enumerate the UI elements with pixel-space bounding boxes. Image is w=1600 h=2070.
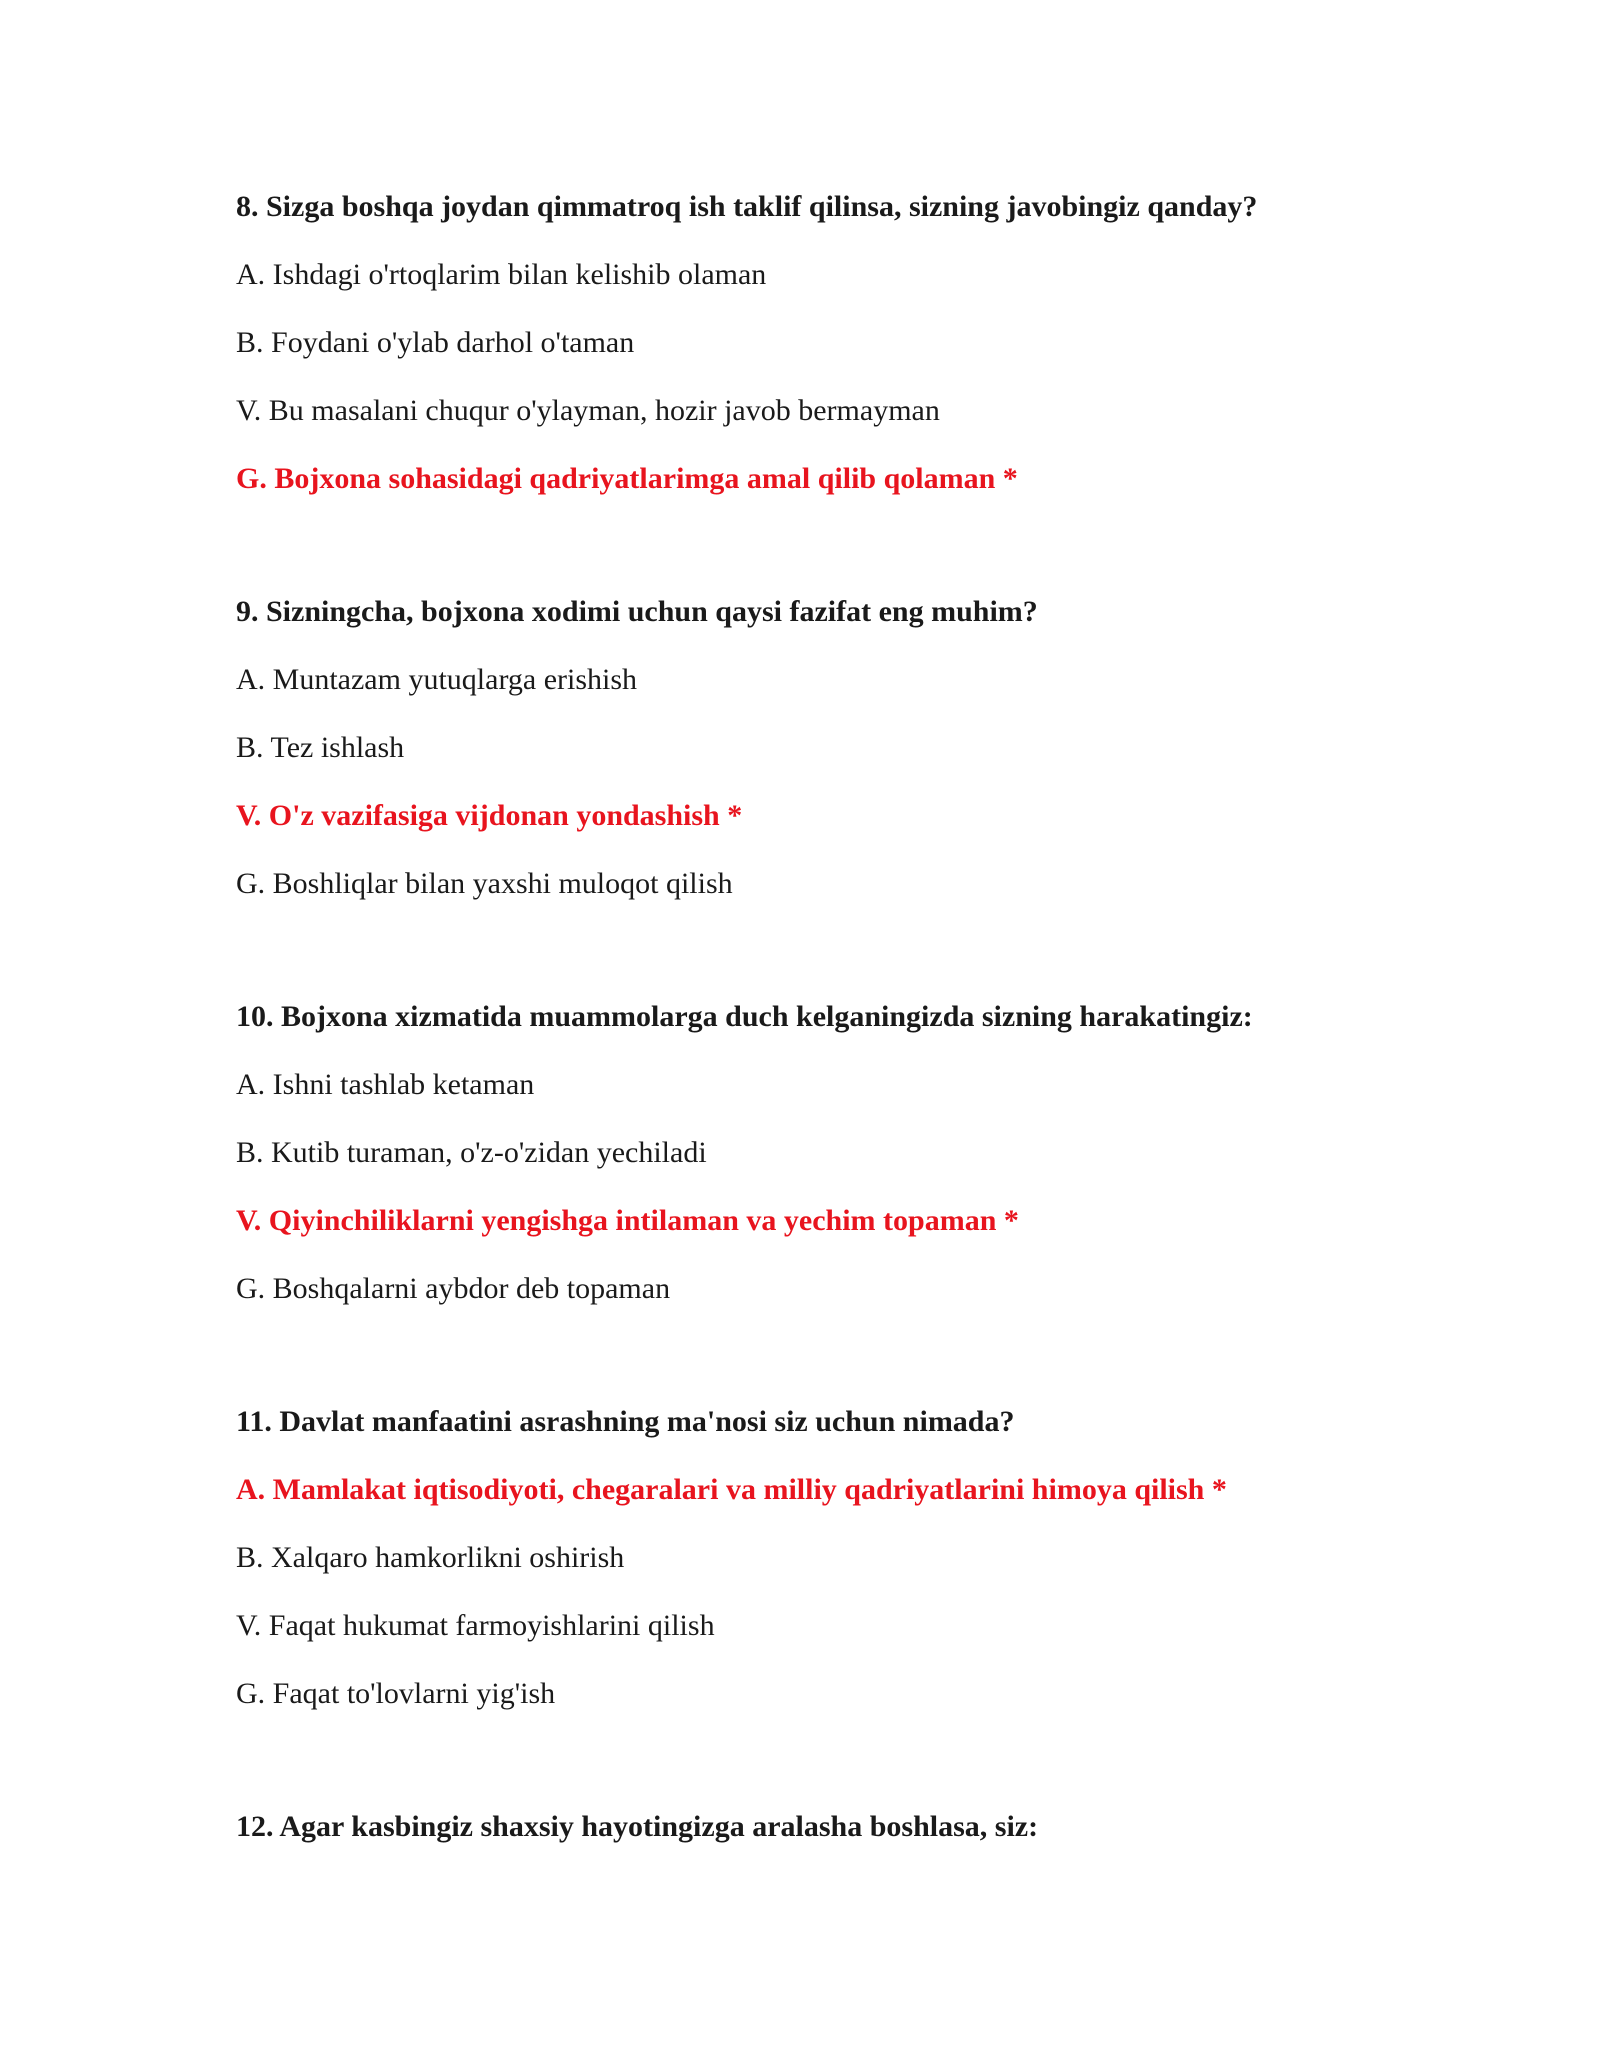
option-b: B. Kutib turaman, o'z-o'zidan yechiladi [236, 1136, 707, 1169]
option-a: A. Ishdagi o'rtoqlarim bilan kelishib olaman [236, 258, 767, 291]
option-a: A. Ishni tashlab ketaman [236, 1068, 535, 1101]
question-11 [236, 1404, 1436, 1744]
option-g: G. Boshliqlar bilan yaxshi muloqot qilish [236, 867, 733, 900]
option-v: V. Faqat hukumat farmoyishlarini qilish [236, 1609, 715, 1642]
question-10 [236, 999, 1436, 1339]
question-8 [236, 189, 1436, 529]
question-12 [236, 1809, 1436, 1877]
question-title: 9. Sizningcha, bojxona xodimi uchun qaysi fazifat eng muhim? [236, 595, 1038, 628]
option-v-correct-answer: V. Qiyinchiliklarni yengishga intilaman va yechim topaman * [236, 1204, 1019, 1237]
option-b: B. Tez ishlash [236, 731, 405, 764]
option-v-correct-answer: V. O'z vazifasiga vijdonan yondashish * [236, 799, 743, 832]
option-a: A. Muntazam yutuqlarga erishish [236, 663, 638, 696]
option-a-correct-answer: A. Mamlakat iqtisodiyoti, chegaralari va milliy qadriyatlarini himoya qilish * [236, 1473, 1227, 1506]
option-b: B. Xalqaro hamkorlikni oshirish [236, 1541, 625, 1574]
question-title: 12. Agar kasbingiz shaxsiy hayotingizga aralasha boshlasa, siz: [236, 1810, 1039, 1843]
option-v: V. Bu masalani chuqur o'ylayman, hozir javob bermayman [236, 394, 940, 427]
option-g: G. Faqat to'lovlarni yig'ish [236, 1677, 556, 1710]
question-title: 11. Davlat manfaatini asrashning ma'nosi siz uchun nimada? [236, 1405, 1015, 1438]
option-g-correct-answer: G. Bojxona sohasidagi qadriyatlarimga amal qilib qolaman * [236, 462, 1018, 495]
question-9 [236, 594, 1436, 934]
question-title: 10. Bojxona xizmatida muammolarga duch kelganingizda sizning harakatingiz: [236, 1000, 1253, 1033]
option-b: B. Foydani o'ylab darhol o'taman [236, 326, 635, 359]
option-g: G. Boshqalarni aybdor deb topaman [236, 1272, 671, 1305]
question-title: 8. Sizga boshqa joydan qimmatroq ish taklif qilinsa, sizning javobingiz qanday? [236, 190, 1258, 223]
